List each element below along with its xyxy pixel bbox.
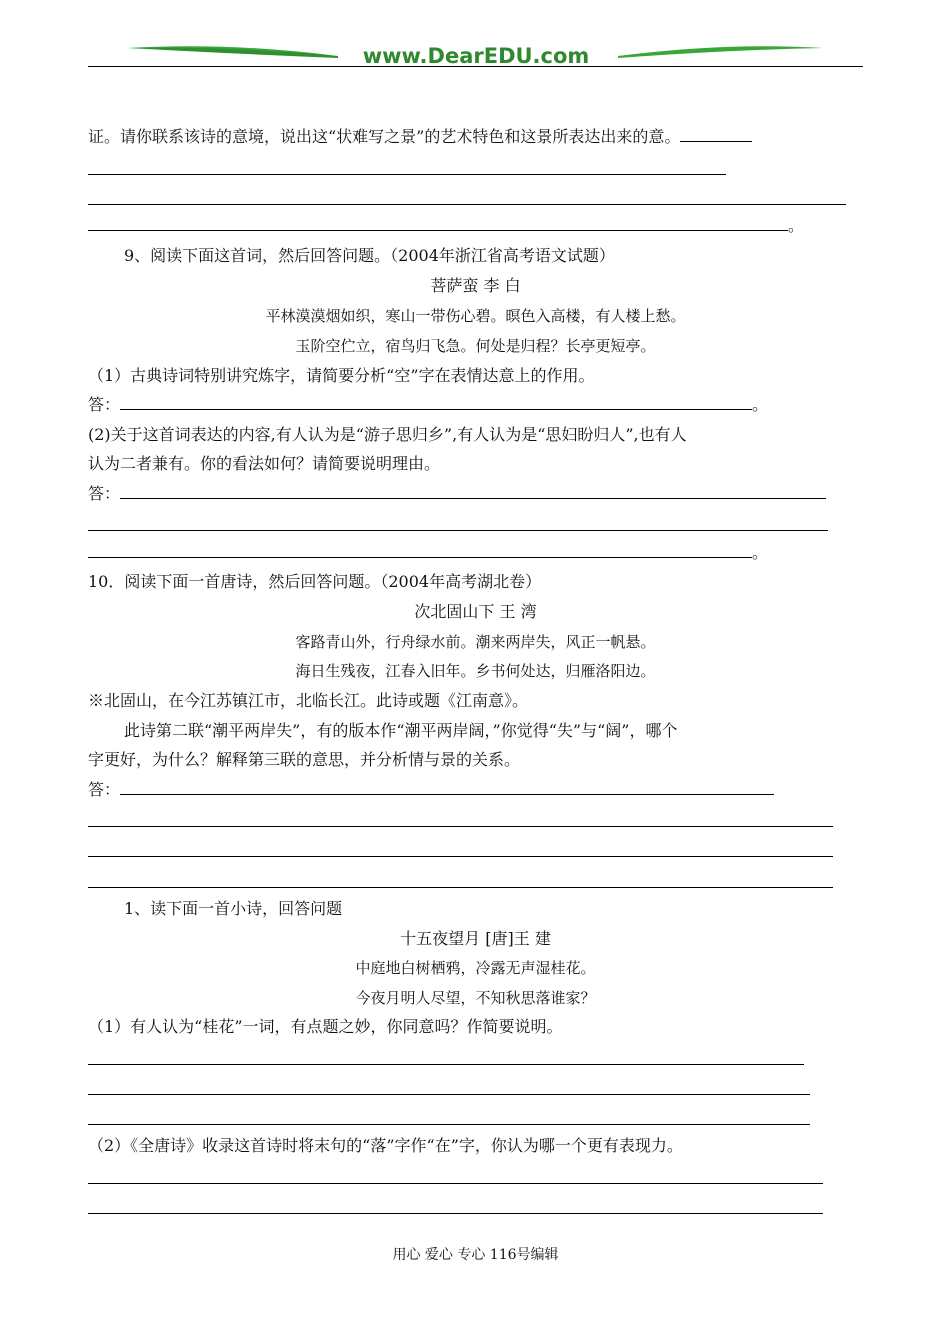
header-rule	[88, 66, 863, 67]
question-9: 9、阅读下面这首词，然后回答问题。（2004年浙江省高考语文试题）	[124, 246, 615, 265]
answer-line	[88, 887, 833, 888]
text-line: 证。请你联系该诗的意境，说出这“状难写之景”的艺术特色和这景所表达出来的意。	[88, 126, 752, 148]
answer-field: 答：	[88, 483, 826, 505]
answer-line	[88, 1213, 823, 1214]
answer-field: 答：	[88, 779, 774, 801]
answer-line	[88, 204, 846, 205]
question-10-text: 此诗第二联“潮平两岸失”，有的版本作“潮平两岸阔，”你觉得“失”与“阔”，哪个	[124, 721, 678, 740]
answer-line	[88, 1183, 823, 1184]
poem-line: 客路青山外，行舟绿水前。潮来两岸失，风正一帆悬。	[295, 633, 656, 651]
question-10-text: 字更好，为什么？解释第三联的意思，并分析情与景的关系。	[88, 750, 521, 769]
poem-line: 海日生残夜，江春入旧年。乡书何处达，归雁洛阳边。	[295, 662, 656, 680]
text-line: 。	[88, 215, 804, 237]
question-9-2: (2)关于这首词表达的内容,有人认为是“游子思归乡”,有人认为是“思妇盼归人”,也有人	[88, 425, 687, 444]
answer-field: 答： 。	[88, 395, 769, 414]
poem-title: 菩萨蛮 李 白	[430, 276, 521, 295]
question-9-1: （1）古典诗词特别讲究炼字，请简要分析“空”字在表情达意上的作用。	[88, 366, 595, 385]
poem-line: 平林漠漠烟如织，寒山一带伤心碧。暝色入高楼，有人楼上愁。	[265, 307, 686, 325]
logo-text: www.DearEDU.com	[362, 44, 590, 68]
answer-line	[88, 826, 833, 827]
answer-line	[88, 1124, 810, 1125]
poem-line: 中庭地白树栖鸦，冷露无声湿桂花。	[355, 959, 596, 977]
answer-line	[88, 1064, 804, 1065]
question-9-2: 认为二者兼有。你的看法如何？请简要说明理由。	[88, 454, 441, 473]
answer-line	[88, 1094, 810, 1095]
text-line: 。	[88, 542, 768, 564]
answer-line	[88, 856, 833, 857]
poem-title: 次北固山下 王 湾	[414, 602, 537, 621]
poem-line: 玉阶空伫立，宿鸟归飞急。何处是归程？长亭更短亭。	[295, 337, 656, 355]
question-1-2: （2）《全唐诗》收录这首诗时将末句的“落”字作“在”字，你认为哪一个更有表现力。	[88, 1136, 683, 1155]
question-10: 10．阅读下面一首唐诗，然后回答问题。（2004年高考湖北卷）	[88, 572, 542, 591]
answer-line	[88, 174, 726, 175]
poem-title: 十五夜望月 [唐]王 建	[400, 929, 551, 948]
poem-note: ※北固山，在今江苏镇江市，北临长江。此诗或题《江南意》。	[88, 691, 529, 710]
question-1-1: （1）有人认为“桂花”一词，有点题之妙，你同意吗？作简要说明。	[88, 1017, 563, 1036]
question-1: 1、读下面一首小诗，回答问题	[124, 899, 343, 918]
poem-line: 今夜月明人尽望，不知秋思落谁家？	[355, 989, 596, 1007]
page-footer: 用心 爱心 专心 116号编辑	[392, 1247, 559, 1263]
answer-line	[88, 530, 828, 531]
